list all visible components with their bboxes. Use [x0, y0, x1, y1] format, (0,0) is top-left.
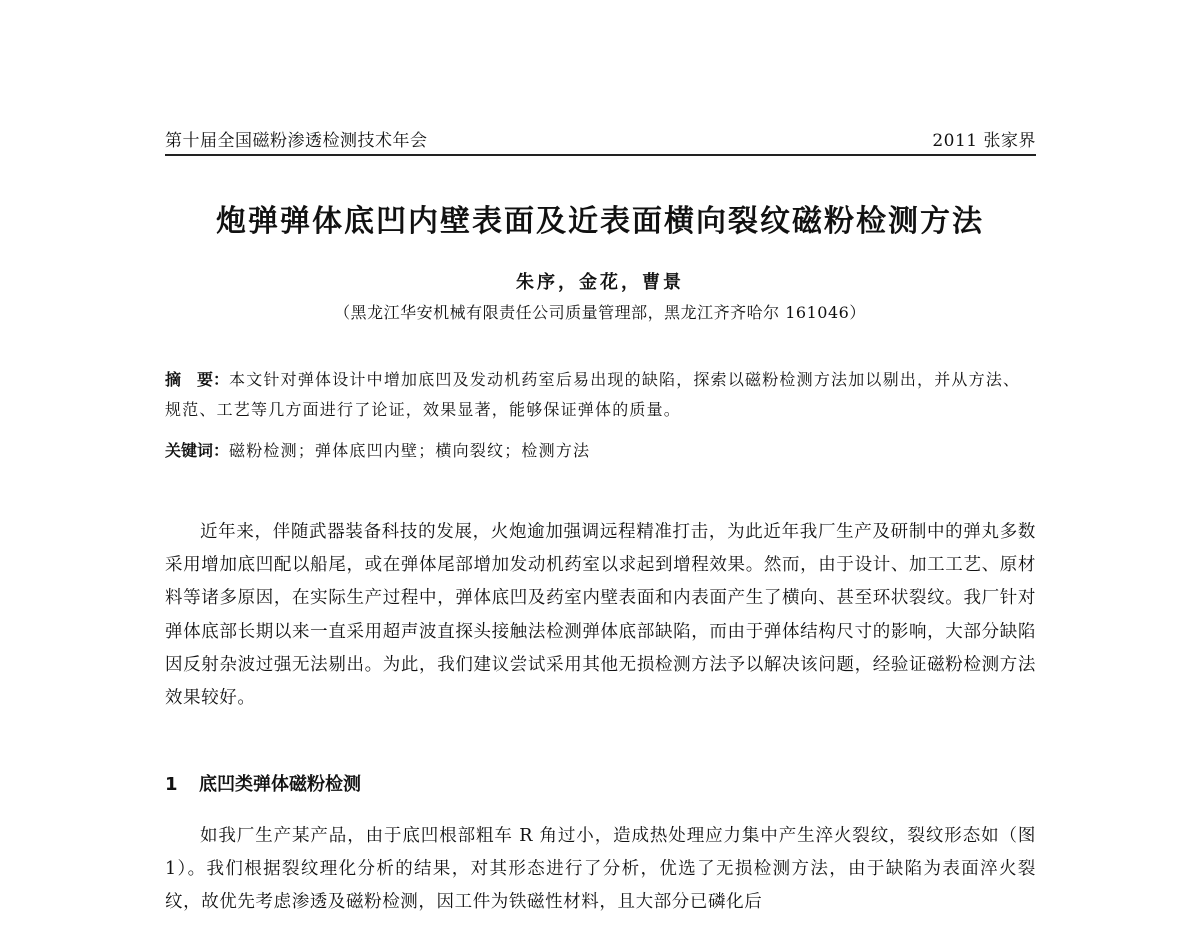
keywords: [165, 436, 1036, 466]
author-list: 朱序，金花，曹景: [516, 272, 684, 293]
section-heading: [165, 770, 361, 796]
section-title: 底凹类弹体磁粉检测: [199, 774, 361, 795]
section-number: 1: [165, 774, 178, 795]
author-affiliation: （黑龙江华安机械有限责任公司质量管理部，黑龙江齐齐哈尔 161046）: [334, 303, 866, 322]
running-header: [165, 124, 1036, 156]
abstract: [165, 365, 1036, 425]
body-paragraph-intro: 近年来，伴随武器装备科技的发展，火炮逾加强调远程精准打击，为此近年我厂生产及研制中的弹丸多数采用增加底凹配以船尾，或在弹体尾部增加发动机药室以求起到增程效果。然而，由于设计、加工工艺、原材料等诸多原因，在实际生产过程中，弹体底凹及药室内壁表面和内表面产生了横向、甚至环状裂纹。我厂针对弹体底部长期以来一直采用超声波直探头接触法检测弹体底部缺陷，而由于弹体结构尺寸的影响，大部分缺陷因反射杂波过强无法剔出。为此，我们建议尝试采用其他无损检测方法予以解决该问题，经验证磁粉检测方法效果较好。: [165, 522, 1036, 709]
abstract-label: 摘 要：: [165, 370, 230, 389]
keywords-label: 关键词：: [165, 441, 230, 460]
paper-title: 炮弹弹体底凹内壁表面及近表面横向裂纹磁粉检测方法: [216, 204, 984, 239]
abstract-text: 本文针对弹体设计中增加底凹及发动机药室后易出现的缺陷，探索以磁粉检测方法加以剔出，并从方法、规范、工艺等几方面进行了论证，效果显著，能够保证弹体的质量。: [165, 370, 1021, 419]
conference-year-location: 2011 张家界: [932, 131, 1036, 151]
body-paragraph-section1: 如我厂生产某产品，由于底凹根部粗车 R 角过小，造成热处理应力集中产生淬火裂纹，裂纹形态如（图 1）。我们根据裂纹理化分析的结果，对其形态进行了分析，优选了无损检测方法，由于缺陷为表面淬火裂纹，故优先考虑渗透及磁粉检测，因工件为铁磁性材料，且大部分已磷化后: [165, 826, 1036, 913]
conference-name: 第十届全国磁粉渗透检测技术年会: [165, 131, 428, 151]
keywords-text: 磁粉检测；弹体底凹内壁；横向裂纹；检测方法: [229, 441, 591, 460]
